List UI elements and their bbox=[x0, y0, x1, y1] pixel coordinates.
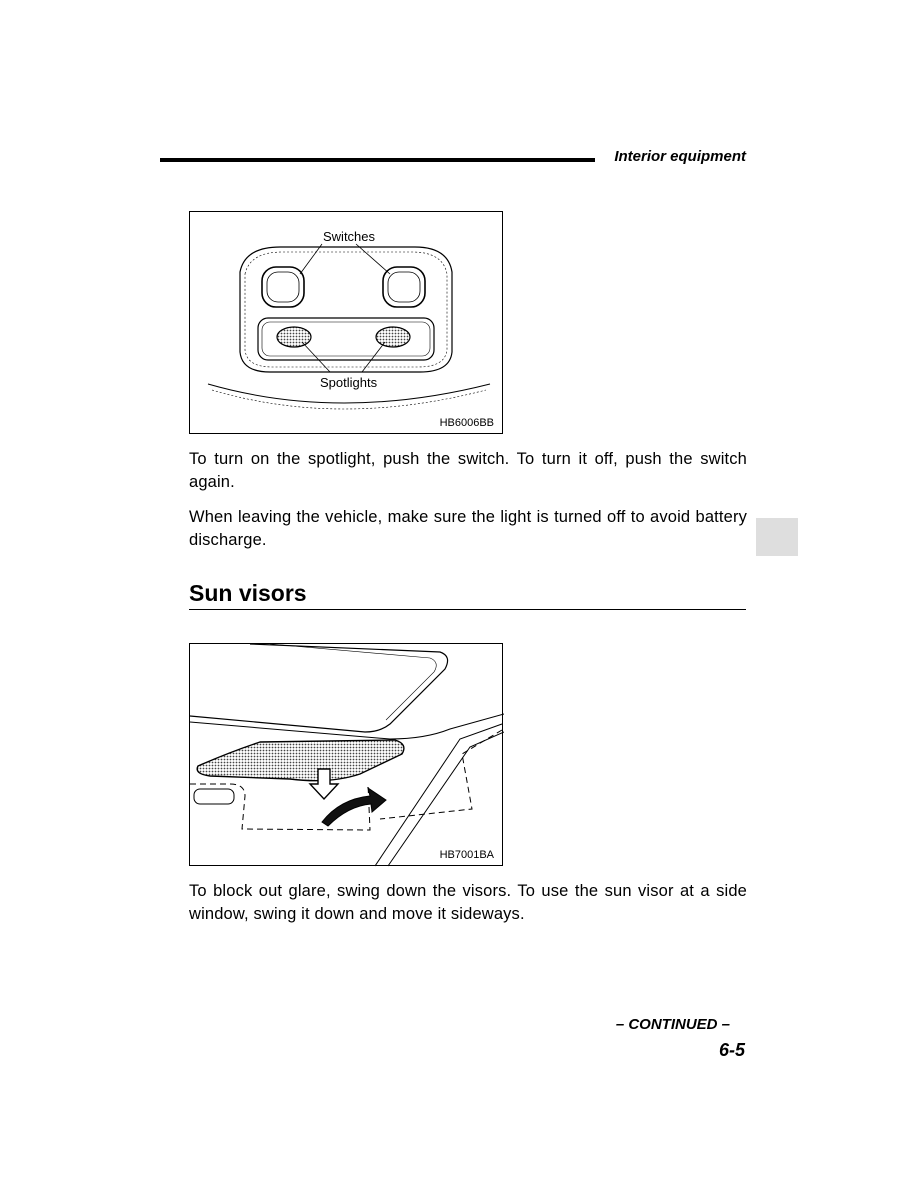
section-title: Sun visors bbox=[189, 580, 307, 606]
header-title: Interior equipment bbox=[614, 148, 746, 165]
section-tab-marker bbox=[756, 518, 798, 556]
continued-label: – CONTINUED – bbox=[615, 1016, 730, 1033]
paragraph-sun-visor: To block out glare, swing down the visors. To use the sun visor at a side window, swing it down and move it sideways. bbox=[189, 882, 747, 923]
overhead-console-illustration bbox=[190, 212, 504, 435]
figure-sun-visor bbox=[189, 643, 503, 866]
figure-code: HB7001BA bbox=[439, 849, 494, 861]
switches-label: Switches bbox=[323, 229, 376, 244]
figure-code: HB6006BB bbox=[439, 417, 494, 429]
paragraph-battery: When leaving the vehicle, make sure the light is turned off to avoid battery discharge. bbox=[189, 508, 747, 549]
page-number: 6-5 bbox=[718, 1040, 745, 1060]
section-rule bbox=[189, 609, 746, 610]
spotlights-label: Spotlights bbox=[320, 375, 378, 390]
header-rule bbox=[160, 158, 595, 162]
figure-overhead-console bbox=[189, 211, 503, 434]
sun-visor-illustration bbox=[190, 644, 504, 867]
paragraph-spotlight: To turn on the spotlight, push the switch. To turn it off, push the switch again. bbox=[189, 450, 747, 491]
